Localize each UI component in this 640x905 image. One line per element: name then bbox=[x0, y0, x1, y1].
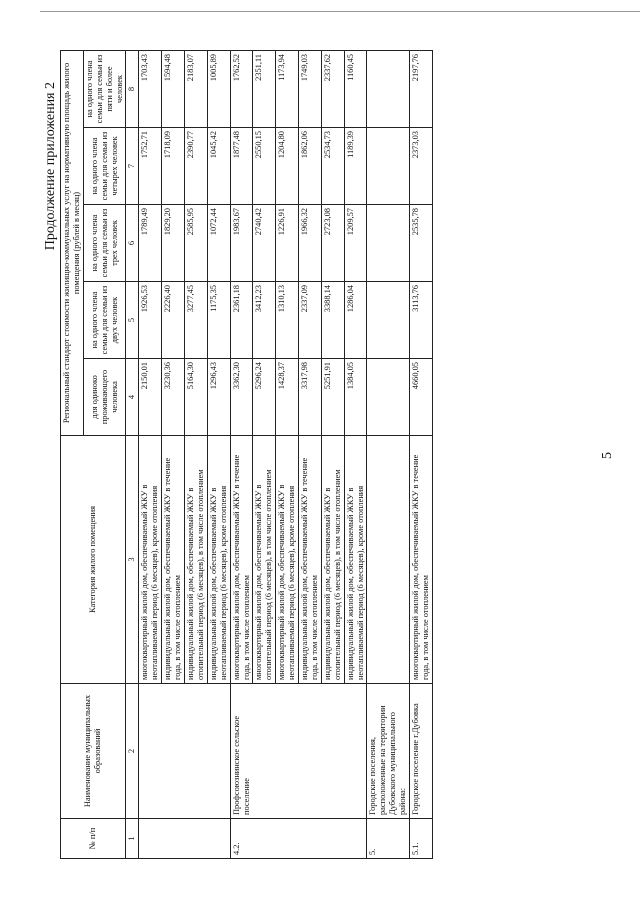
standard-value: 5251,91 bbox=[321, 359, 344, 436]
standard-value: 1789,49 bbox=[139, 205, 162, 282]
municipality-name bbox=[253, 684, 276, 819]
table-row bbox=[230, 51, 253, 859]
standard-value: 2390,77 bbox=[184, 128, 207, 205]
municipality-name bbox=[184, 684, 207, 819]
municipality-name bbox=[207, 684, 230, 819]
standard-value: 2337,62 bbox=[321, 51, 344, 128]
row-number bbox=[139, 819, 162, 859]
standard-value: 2534,73 bbox=[321, 128, 344, 205]
housing-category: многоквартирный жилой дом, обеспечиваемый ЖКУ в отопительный период (6 месяцев), в том числе отоплением bbox=[253, 436, 276, 684]
standard-value: 5164,30 bbox=[184, 359, 207, 436]
standard-value: 1175,35 bbox=[207, 282, 230, 359]
housing-category: многоквартирный жилой дом, обеспечиваемый ЖКУ в неотапливаемый период (6 месяцев), кроме отопления bbox=[276, 436, 299, 684]
standard-value: 2361,18 bbox=[230, 282, 253, 359]
table-row bbox=[299, 51, 322, 859]
standard-value: 1296,43 bbox=[207, 359, 230, 436]
standard-value: 1045,42 bbox=[207, 128, 230, 205]
row-number bbox=[184, 819, 207, 859]
col-number: 7 bbox=[126, 128, 139, 205]
standard-value: 1862,06 bbox=[299, 128, 322, 205]
page-edge-line bbox=[40, 11, 640, 12]
municipality-name bbox=[276, 684, 299, 819]
standard-value: 2740,42 bbox=[253, 205, 276, 282]
standard-value: 1384,05 bbox=[344, 359, 367, 436]
standard-value: 1752,71 bbox=[139, 128, 162, 205]
standard-value: 1829,20 bbox=[162, 205, 185, 282]
col-number: 6 bbox=[126, 205, 139, 282]
housing-category: индивидуальный жилой дом, обеспечиваемый ЖКУ в отопительный период (6 месяцев), в том числе отоплением bbox=[321, 436, 344, 684]
standard-value: 2197,76 bbox=[410, 51, 433, 128]
standard-value: 2183,07 bbox=[184, 51, 207, 128]
standard-value: 1718,09 bbox=[162, 128, 185, 205]
standard-value: 3388,14 bbox=[321, 282, 344, 359]
tariff-table bbox=[60, 50, 433, 859]
standard-value: 2351,11 bbox=[253, 51, 276, 128]
standard-value: 3317,98 bbox=[299, 359, 322, 436]
table-row bbox=[184, 51, 207, 859]
standard-value: 2723,08 bbox=[321, 205, 344, 282]
standard-value: 1226,91 bbox=[276, 205, 299, 282]
row-number bbox=[276, 819, 299, 859]
standard-value: 1877,48 bbox=[230, 128, 253, 205]
housing-category: многоквартирный жилой дом, обеспечиваемый ЖКУ в неотапливаемый период (6 месяцев), кроме отопления bbox=[139, 436, 162, 684]
row-number bbox=[162, 819, 185, 859]
col-number: 3 bbox=[126, 436, 139, 684]
table-row bbox=[410, 51, 433, 859]
standard-value: 1762,52 bbox=[230, 51, 253, 128]
header-col-5: на одного члена семьи для семьи из двух человек bbox=[83, 282, 126, 359]
standard-value: 2535,78 bbox=[410, 205, 433, 282]
table-row bbox=[207, 51, 230, 859]
table-row bbox=[253, 51, 276, 859]
standard-value: 3230,36 bbox=[162, 359, 185, 436]
municipality-name: Городские поселения, расположенные на территории Дубовского муниципального района: bbox=[367, 684, 410, 819]
standard-value: 2150,01 bbox=[139, 359, 162, 436]
row-number bbox=[253, 819, 276, 859]
standard-value: 2373,03 bbox=[410, 128, 433, 205]
table-row bbox=[162, 51, 185, 859]
standard-value bbox=[367, 205, 410, 282]
municipality-name: Городское поселение г.Дубовка bbox=[410, 684, 433, 819]
standard-value: 5296,24 bbox=[253, 359, 276, 436]
standard-value: 3412,23 bbox=[253, 282, 276, 359]
standard-value: 1594,48 bbox=[162, 51, 185, 128]
standard-value: 2585,95 bbox=[184, 205, 207, 282]
standard-value: 1966,32 bbox=[299, 205, 322, 282]
standard-value: 3113,76 bbox=[410, 282, 433, 359]
header-row-1 bbox=[61, 51, 84, 859]
standard-value: 1286,04 bbox=[344, 282, 367, 359]
row-number: 5.1. bbox=[410, 819, 433, 859]
standard-value: 1428,37 bbox=[276, 359, 299, 436]
standard-value: 1189,39 bbox=[344, 128, 367, 205]
housing-category: индивидуальный жилой дом, обеспечиваемый ЖКУ в неотапливаемый период (6 месяцев), кроме отопления bbox=[207, 436, 230, 684]
standard-value: 3277,45 bbox=[184, 282, 207, 359]
appendix-title: Продолжение приложения 2 bbox=[43, 82, 58, 251]
header-category: Категория жилого помещения bbox=[61, 436, 126, 684]
standard-value: 1209,57 bbox=[344, 205, 367, 282]
table-row bbox=[321, 51, 344, 859]
row-number bbox=[321, 819, 344, 859]
header-no: № п/п bbox=[61, 819, 126, 859]
standard-value: 3362,30 bbox=[230, 359, 253, 436]
row-number bbox=[344, 819, 367, 859]
standard-value: 1204,80 bbox=[276, 128, 299, 205]
row-number: 4.2. bbox=[230, 819, 253, 859]
page-number: 5 bbox=[600, 452, 615, 459]
header-col-4: для одиноко проживающего человека bbox=[83, 359, 126, 436]
standard-value: 2337,09 bbox=[299, 282, 322, 359]
standard-value bbox=[367, 51, 410, 128]
col-number: 5 bbox=[126, 282, 139, 359]
header-name: Наименование муниципальных образований bbox=[61, 684, 126, 819]
standard-value bbox=[367, 282, 410, 359]
header-regional-standard: Региональный стандарт стоимости жилищно-коммунальных услуг на нормативную площадь жилого помещения (рублей в месяц) bbox=[61, 51, 84, 436]
table-row bbox=[139, 51, 162, 859]
standard-value: 1072,44 bbox=[207, 205, 230, 282]
municipality-name bbox=[162, 684, 185, 819]
municipality-name bbox=[299, 684, 322, 819]
housing-category: индивидуальный жилой дом, обеспечиваемый ЖКУ в отопительный период (6 месяцев), в том числе отоплением bbox=[184, 436, 207, 684]
header-col-8: на одного члена семьи для семьи из пяти и более человек bbox=[83, 51, 126, 128]
municipality-name: Профсоюзнинское сельское поселение bbox=[230, 684, 253, 819]
housing-category: индивидуальный жилой дом, обеспечиваемый ЖКУ в неотапливаемый период (6 месяцев), кроме отопления bbox=[344, 436, 367, 684]
table-row bbox=[276, 51, 299, 859]
row-number bbox=[207, 819, 230, 859]
housing-category: индивидуальный жилой дом, обеспечиваемый ЖКУ в течение года, в том числе отоплением bbox=[299, 436, 322, 684]
housing-category: многоквартирный жилой дом, обеспечиваемый ЖКУ в течение года, в том числе отоплением bbox=[230, 436, 253, 684]
housing-category bbox=[367, 436, 410, 684]
col-number: 1 bbox=[126, 819, 139, 859]
header-col-7: на одного члена семьи для семьи из четырех человек bbox=[83, 128, 126, 205]
standard-value: 2226,40 bbox=[162, 282, 185, 359]
standard-value: 1749,03 bbox=[299, 51, 322, 128]
standard-value: 1310,13 bbox=[276, 282, 299, 359]
row-number bbox=[299, 819, 322, 859]
standard-value: 1173,94 bbox=[276, 51, 299, 128]
table-row bbox=[344, 51, 367, 859]
col-number: 8 bbox=[126, 51, 139, 128]
standard-value: 1703,43 bbox=[139, 51, 162, 128]
column-number-row bbox=[126, 51, 139, 859]
standard-value: 4660,05 bbox=[410, 359, 433, 436]
municipality-name bbox=[321, 684, 344, 819]
standard-value: 1160,45 bbox=[344, 51, 367, 128]
municipality-name bbox=[139, 684, 162, 819]
standard-value: 2550,15 bbox=[253, 128, 276, 205]
standard-value: 1005,89 bbox=[207, 51, 230, 128]
housing-category: индивидуальный жилой дом, обеспечиваемый ЖКУ в течение года, в том числе отоплением bbox=[162, 436, 185, 684]
table-row bbox=[367, 51, 410, 859]
row-number: 5. bbox=[367, 819, 410, 859]
col-number: 2 bbox=[126, 684, 139, 819]
col-number: 4 bbox=[126, 359, 139, 436]
standard-value bbox=[367, 128, 410, 205]
municipality-name bbox=[344, 684, 367, 819]
header-col-6: на одного члена семьи для семьи из трех человек bbox=[83, 205, 126, 282]
standard-value: 1983,67 bbox=[230, 205, 253, 282]
standard-value: 1926,53 bbox=[139, 282, 162, 359]
standard-value bbox=[367, 359, 410, 436]
housing-category: многоквартирный жилой дом, обеспечиваемый ЖКУ в течение года, в том числе отоплением bbox=[410, 436, 433, 684]
